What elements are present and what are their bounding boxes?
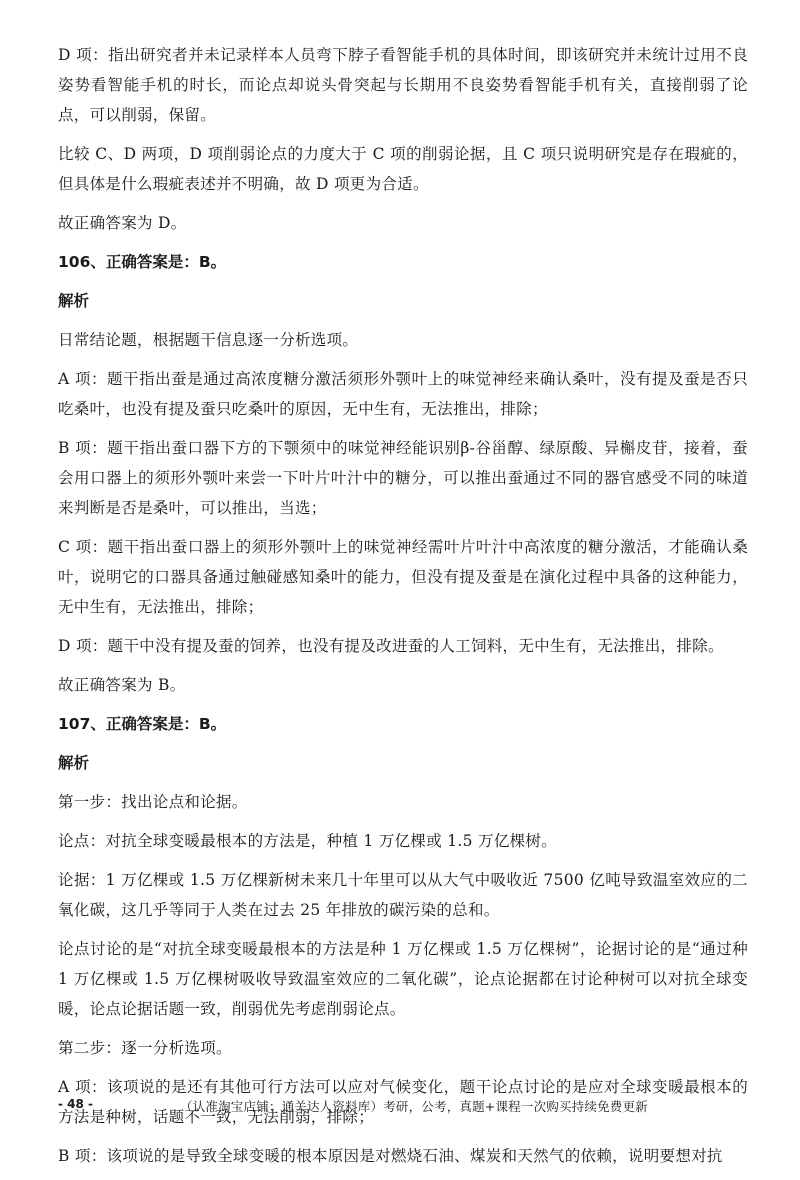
- paragraph: 故正确答案为 D。: [58, 214, 187, 232]
- page-footer: [0, 1093, 800, 1119]
- footer-note: （认准淘宝店铺：通关达人资料库）考研，公考，真题+课程一次购买持续免费更新: [180, 1099, 648, 1114]
- paragraph: 故正确答案为 B。: [58, 676, 186, 694]
- page-number: - 48 -: [58, 1097, 94, 1111]
- paragraph: C 项：题干指出蚕口器上的须形外颚叶上的味觉神经需叶片叶汁中高浓度的糖分激活，才能确认桑叶，说明它的口器具备通过触碰感知桑叶的能力，但没有提及蚕是在演化过程中具备的这种能力，无中生有，无法推出，排除；: [58, 538, 748, 616]
- paragraph: D 项：指出研究者并未记录样本人员弯下脖子看智能手机的具体时间，即该研究并未统计过用不良姿势看智能手机的时长，而论点却说头骨突起与长期用不良姿势看智能手机有关，直接削弱了论点，可以削弱，保留。: [58, 46, 748, 124]
- document-body: [58, 40, 748, 1180]
- paragraph: 第二步：逐一分析选项。: [58, 1039, 232, 1057]
- paragraph: 论点：对抗全球变暖最根本的方法是，种植 1 万亿棵或 1.5 万亿棵树。: [58, 832, 558, 850]
- paragraph: B 项：题干指出蚕口器下方的下颚须中的味觉神经能识别β-谷甾醇、绿原酸、异槲皮苷，接着，蚕会用口器上的须形外颚叶来尝一下叶片叶汁中的糖分，可以推出蚕通过不同的器官感受不同的味道来判断是否是桑叶，可以推出，当选；: [58, 439, 748, 517]
- paragraph: A 项：题干指出蚕是通过高浓度糖分激活须形外颚叶上的味觉神经来确认桑叶，没有提及蚕是否只吃桑叶，也没有提及蚕只吃桑叶的原因，无中生有，无法推出，排除；: [58, 370, 748, 418]
- section-heading: 106、正确答案是：B。: [58, 253, 227, 271]
- paragraph: D 项：题干中没有提及蚕的饲养，也没有提及改进蚕的人工饲料，无中生有，无法推出，排除。: [58, 637, 724, 655]
- paragraph: A 项：该项说的是还有其他可行方法可以应对气候变化，题干论点讨论的是应对全球变暖最根本的方法是种树，话题不一致，无法削弱，排除；: [58, 1078, 748, 1126]
- section-heading: 解析: [58, 754, 90, 772]
- section-heading: 解析: [58, 292, 90, 310]
- paragraph: 论点讨论的是“对抗全球变暖最根本的方法是种 1 万亿棵或 1.5 万亿棵树”，论据讨论的是“通过种 1 万亿棵或 1.5 万亿棵树吸收导致温室效应的二氧化碳”，论点论据都在讨论种树可以对抗全球变暖，论点论据话题一致，削弱优先考虑削弱论点。: [58, 940, 748, 1018]
- section-heading: 107、正确答案是：B。: [58, 715, 227, 733]
- paragraph: 比较 C、D 两项，D 项削弱论点的力度大于 C 项的削弱论据，且 C 项只说明研究是存在瑕疵的，但具体是什么瑕疵表述并不明确，故 D 项更为合适。: [58, 145, 748, 193]
- paragraph: 日常结论题，根据题干信息逐一分析选项。: [58, 331, 359, 349]
- paragraph: B 项：该项说的是导致全球变暖的根本原因是对燃烧石油、煤炭和天然气的依赖，说明要想对抗: [58, 1147, 723, 1165]
- paragraph: 第一步：找出论点和论据。: [58, 793, 248, 811]
- paragraph: 论据：1 万亿棵或 1.5 万亿棵新树未来几十年里可以从大气中吸收近 7500 亿吨导致温室效应的二氧化碳，这几乎等同于人类在过去 25 年排放的碳污染的总和。: [58, 871, 748, 919]
